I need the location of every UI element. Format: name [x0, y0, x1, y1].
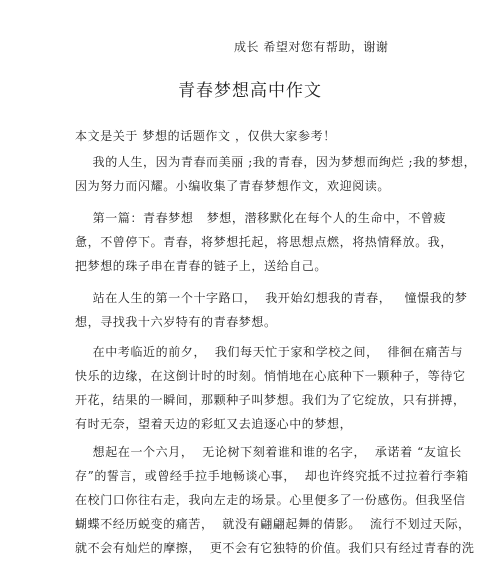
paragraph-line: 因为努力而闪耀。小编收集了青春梦想作文，欢迎阅读。: [75, 179, 391, 193]
paragraph-line: 存”的誓言，或曾经手拉手地畅谈心事， 却也许终究抵不过拉着行李箱: [75, 469, 469, 483]
intro-line: 本文是关于 梦想的话题作文 ，仅供大家参考！: [75, 129, 336, 143]
paragraph-line: 快乐的边缘，在这倒计时的时刻。悄悄地在心底种下一颗种子，等待它: [75, 369, 466, 383]
paragraph-line: 惫，不曾停下。青春，将梦想托起，将思想点燃，将热情释放。我，: [75, 235, 454, 249]
paragraph-4: [75, 340, 466, 436]
paragraph-line: 蝴蝶不经历蜕变的痛苦， 就没有翩翩起舞的倩影。 流行不划过天际，: [75, 517, 471, 531]
document-title: 青春梦想高中作文: [178, 81, 322, 101]
paragraph-line: 想，寻找我十六岁特有的青春梦想。: [75, 315, 277, 329]
paragraph-line: 站在人生的第一个十字路口， 我开始幻想我的青春， 憧憬我的梦: [75, 291, 468, 305]
paragraph-line: 开花，结果的一瞬间，那颗种子叫梦想。我们为了它绽放，只有拼搏，: [75, 393, 466, 407]
paragraph-line: 就不会有灿烂的摩擦， 更不会有它独特的价值。我们只有经过青春的洗: [75, 541, 475, 555]
paragraph-line: 第一篇：青春梦想 梦想，潜移默化在每个人的生命中，不曾疲: [75, 211, 447, 225]
paragraph-2: [75, 206, 453, 278]
paragraph-line: 有时无奈，望着天边的彩虹又去追逐心中的梦想，: [75, 417, 353, 431]
paragraph-3: [75, 286, 468, 334]
paragraph-1: [75, 150, 476, 198]
paragraph-line: 想起在一个六月， 无论树下刻着谁和谁的名字， 承诺着 “友谊长: [75, 445, 462, 459]
paragraph-line: 在校门口你往右走，我向左走的场景。心里便多了一份感伤。但我坚信: [75, 493, 466, 507]
paragraph-5: [75, 440, 474, 560]
paragraph-line: 我的人生，因为青春而美丽 ;我的青春，因为梦想而绚烂 ;我的梦想，: [75, 155, 477, 169]
page-header-text: 成长 希望对您有帮助，谢谢: [234, 40, 389, 54]
paragraph-line: 在中考临近的前夕， 我们每天忙于家和学校之间， 徘徊在痛苦与: [75, 345, 464, 359]
paragraph-line: 把梦想的珠子串在青春的链子上，送给自己。: [75, 259, 328, 273]
